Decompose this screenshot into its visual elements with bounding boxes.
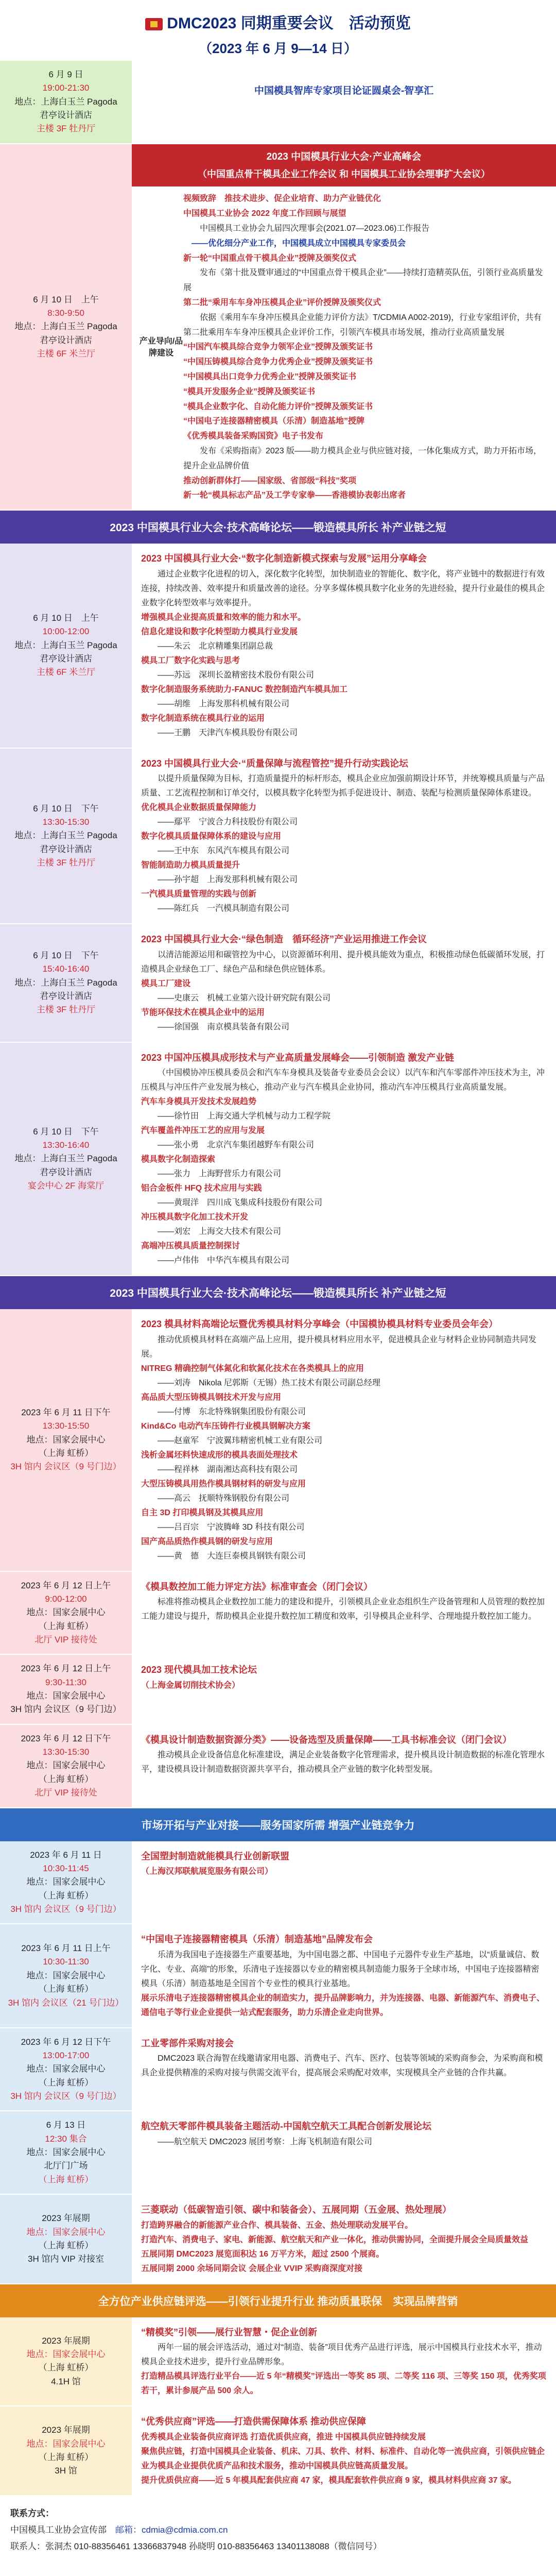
event-body — [132, 749, 556, 924]
event-title: “精模奖”引领——展行业智慧・促企业创新 — [141, 2327, 317, 2337]
row-time-place: 2023 年展期 地点：国家会展中心 （上海 虹桥） 3H 馆 — [0, 2406, 132, 2495]
schedule-row — [0, 2195, 556, 2284]
row-time-place: 2023 年 6 月 12 日上午 9:30-11:30 地点：国家会展中心 3H 馆内 会议区（9 号门边） — [0, 1655, 132, 1723]
schedule-row — [0, 749, 556, 925]
row-time-place: 2023 年 6 月 12 日上午 9:00-12:00 地点：国家会展中心 （上海 虹桥） 北厅 VIP 接待处 — [0, 1572, 132, 1654]
event-detail: ——卢伟伟 中华汽车模具有限公司 — [158, 1256, 290, 1265]
event-detail: 推动创新群体打——国家级、省部级“科技”奖项 — [183, 476, 357, 485]
row-time-place: 6 月 13 日 12:30 集合 地点：国家会展中心 北厅门广场 （上海 虹桥） — [0, 2111, 132, 2194]
event-title: 工业零部件采购对接会 — [141, 2038, 234, 2048]
event-detail: “中国模具出口竞争力优秀企业”授牌及颁奖证书 — [183, 372, 357, 382]
event-detail: 发布《采购指南》2023 版——助力模具企业与供应链对接，一体化集成方式，助力开拓市场，提升企业品牌价值 — [183, 447, 542, 470]
event-title: 2023 中国模具行业大会·“数字化制造新模式探索与发展”运用分享峰会 — [141, 553, 427, 564]
page-subtitle: （2023 年 6 月 9—14 日） — [199, 41, 357, 56]
event-body — [132, 2195, 556, 2283]
event-detail: ——付博 东北特殊钢集团股份有限公司 — [158, 1407, 306, 1416]
event-body — [132, 1043, 556, 1276]
event-detail: （上海金属切削技术协会） — [141, 1681, 240, 1690]
row-time-place: 2023 年 6 月 12 日下午 13:30-15:30 地点：国家会展中心 （上海 虹桥） 北厅 VIP 接待处 — [0, 1725, 132, 1807]
event-detail: ——徐竹田 上海交通大学机械与动力工程学院 — [158, 1112, 331, 1121]
event-body — [132, 1924, 556, 2027]
event-detail: ——刘涛 Nikola 尼郭斯（无锡）热工技术有限公司副总经理 — [158, 1378, 380, 1387]
event-detail: ——朱云 北京精雕集团副总裁 — [158, 641, 273, 651]
event-title: 《模具数控加工能力评定方法》标准审查会（闭门会议） — [141, 1581, 373, 1592]
event-body — [132, 2111, 556, 2194]
event-detail: ——孙宇超 上海发那科机械有限公司 — [158, 875, 298, 885]
event-title: 全国塑封制造就能模具行业创新联盟 — [141, 1851, 289, 1861]
event-detail: ——胡维 上海发那科机械有限公司 — [158, 699, 290, 708]
schedule-row — [0, 2028, 556, 2112]
email-link[interactable]: 邮箱：cdmia@cdmia.com.cn — [115, 2524, 228, 2535]
event-detail: 自主 3D 打印模具钢及其模具应用 — [141, 1508, 264, 1517]
event-body — [132, 1841, 556, 1924]
schedule-row — [0, 1841, 556, 1925]
event-detail: “模具企业数字化、自动化能力评价”授牌及颁奖证书 — [183, 402, 373, 411]
schedule-row — [0, 1309, 556, 1572]
event-detail-list — [183, 192, 549, 503]
event-detail: ——史康云 机械工业第六设计研究院有限公司 — [158, 993, 331, 1003]
event-detail: DMC2023 联合海智在线邀请家用电器、消费电子、汽车、医疗、包装等领域的采购商参会，为采购商和模具企业提供精准的采购对接与供需交流平台，提高展会采购配对效率，实现模具全产业链的合作共赢。 — [141, 2054, 543, 2078]
schedule-row — [0, 924, 556, 1043]
event-detail: ——王鹏 天津汽车模具股份有限公司 — [158, 728, 298, 737]
event-detail: ——赵童军 宁波翼玮精密机械工业有限公司 — [158, 1436, 323, 1445]
row-time-place: 2023 年 6 月 12 日下午 13:00-17:00 地点：国家会展中心 （上海 虹桥） 3H 馆内 会议区（9 号门边） — [0, 2028, 132, 2111]
event-detail: “模具开发服务企业”授牌及颁奖证书 — [183, 387, 316, 396]
event-detail: 乐清为我国电子连接器生产重要基地，为中国电器之都、中国电子元器件专业生产基地，以“质量诚信、数字化、专业、高端”的形象，乐清电子连接器以专业的精密模具制造能力服务于全球市场，中国电子连接器精密模具（乐清）制造基地是全国首个专业性的模具行业基地。 — [141, 1950, 540, 1988]
row-time-place: 6 月 10 日 上午 8:30-9:50 地点：上海白玉兰 Pagoda 君亭设计酒店 主楼 6F 米兰厅 — [0, 144, 132, 510]
event-title: 2023 模具材料高端论坛暨优秀模具材料分享峰会（中国模协模具材料专业委员会年会） — [141, 1319, 498, 1330]
event-detail: 模具数字化制造探索 — [141, 1155, 216, 1164]
event-body: 中国模具智库专家项目论证圆桌会-智享汇 — [132, 61, 556, 122]
event-detail: 打造精品模具评选行业平台——近 5 年“精模奖”评选出一等奖 85 项、二等奖 116 项、三等奖 150 项，优秀奖项若干，累计参展产品 500 余人。 — [141, 2372, 546, 2396]
schedule-row — [0, 1655, 556, 1724]
section-banner: 市场开拓与产业对接——服务国家所需 增强产业链竞争力 — [0, 1808, 556, 1841]
event-detail: 新一轮“中国重点骨干模具企业”授牌及颁奖仪式 — [183, 253, 357, 263]
row-time-place: 6 月 9 日 19:00-21:30 地点：上海白玉兰 Pagoda 君亭设计酒店 主楼 3F 牡丹厅 — [0, 61, 132, 143]
event-body — [132, 1655, 556, 1723]
cdmia-logo-icon — [145, 18, 163, 30]
event-detail: ——黄琨洋 四川成飞集成科技股份有限公司 — [158, 1198, 323, 1208]
event-detail: 大型压铸模具用热作模具钢材料的研发与应用 — [141, 1479, 306, 1488]
event-detail: 国产高品质热作模具钢的研发与应用 — [141, 1537, 273, 1546]
row-time-place: 2023 年展期 地点：国家会展中心 （上海 虹桥） 4.1H 馆 — [0, 2317, 132, 2406]
event-body — [132, 1309, 556, 1571]
event-detail: ——苏远 深圳长盈精密技术股份有限公司 — [158, 670, 315, 680]
event-detail: 打造跨界融合的新能源产业合作、模具装备、五金、热处理联动发展平台。 — [141, 2221, 413, 2230]
schedule-row — [0, 544, 556, 749]
event-detail: 智能制造助力模具质量提升 — [141, 861, 240, 870]
event-detail: 提升优质供应商——近 5 年模具配套供应商 47 家，模具配套软件供应商 9 家，模具材料供应商 37 家。 — [141, 2476, 516, 2485]
event-detail: NITREG 精确控制气体氮化和软氮化技术在各类模具上的应用 — [141, 1364, 364, 1373]
event-title: 2023 中国冲压模具成形技术与产业高质量发展峰会——引领制造 激发产业链 — [141, 1052, 455, 1063]
event-detail: 通过企业数字化进程的切入，深化数字化转型，加快制造业的智能化、数字化，将产业链中的数据进行有效连接，持续改善、效率提升和质量改善的途径。分享多媒体模具数字化业务的先进经验，提升行业最佳的模具企业数字化转型效率与效率提升。 — [141, 569, 545, 607]
section-banner: 2023 中国模具行业大会·技术高峰论坛——锻造模具所长 补产业链之短 — [0, 511, 556, 544]
event-detail: 五展同期 DMC2023 展览面积达 16 万平方米，超过 2500 个展商。 — [141, 2249, 385, 2259]
event-title: “优秀供应商”评选——打造供需保障体系 推动供应保障 — [141, 2416, 366, 2427]
event-body — [132, 544, 556, 748]
schedule-row — [0, 2406, 556, 2496]
event-title: 2023 现代模具加工技术论坛 — [141, 1665, 257, 1675]
event-detail: ——徐国强 南京模具装备有限公司 — [158, 1022, 290, 1031]
event-detail: 模具工厂建设 — [141, 979, 191, 988]
event-detail: ——黄 德 大连巨泰模具钢铁有限公司 — [158, 1551, 306, 1561]
event-detail: 第二批“乘用车车身冲压模具企业”评价授牌及颁奖仪式 — [183, 298, 381, 308]
event-detail: 优化模具企业数据质量保障能力 — [141, 803, 257, 812]
event-body — [132, 2317, 556, 2406]
event-detail: 冲压模具数字化加工技术开发 — [141, 1213, 249, 1222]
event-detail: 浅析金属坯料快速成形的模具表面处理技术 — [141, 1450, 298, 1460]
event-detail: 发布《第十批及暨审通过的“中国重点骨干模具企业”——持续打造精英队伍，引领行业高质量发展 — [183, 268, 543, 293]
event-detail: 铝合金板件 HFQ 技术应用与实践 — [141, 1184, 262, 1193]
event-body — [132, 1725, 556, 1807]
event-detail: ——优化细分产业工作，中国模具成立中国模具专家委员会 — [192, 239, 406, 248]
contact-footer: 联系方式： 中国模具工业协会宣传部 邮箱：cdmia@cdmia.com.cn 联系人：张洞杰 010-88356461 13366837948 孙晓明 010-88356463 13401138088（微信同号） — [0, 2496, 556, 2565]
event-detail: （中国模协冲压模具委员会和汽车车身模具及装备专业委员会会议）以汽车和汽车零部件冲压技术为主，冲压模具与冲压件产业发展为核心，推动产业与汽车模具企业协同，推动汽车冲压模具行业高质量发展。 — [141, 1069, 545, 1092]
event-detail: ——王中东 东风汽车模具有限公司 — [158, 846, 290, 856]
event-detail: ——刘宏 上海交大技术有限公司 — [158, 1227, 282, 1236]
event-detail: 信息化建设和数字化转型助力模具行业发展 — [141, 627, 298, 636]
event-title: 2023 中国模具行业大会·“质量保障与流程管控”提升行动实践论坛 — [141, 758, 409, 769]
schedule-row — [0, 1043, 556, 1277]
event-detail: ——张力 上海野营乐力有限公司 — [158, 1170, 282, 1179]
event-detail: 推动优质模具材料在高端产品上应用，提升模具材料应用水平，促进模具企业与材料企业协同制造共同发展。 — [141, 1335, 537, 1359]
event-body — [132, 1572, 556, 1654]
page-header — [0, 0, 556, 61]
event-title: 三菱联动（低碳智造引领、碳中和装备会）、五展同期（五金展、热处理展） — [141, 2205, 451, 2215]
event-body: 2023 中国模具行业大会·产业高峰会 （中国重点骨干模具企业工作会议 和 中国模具工业协会理事扩大会议） 产业导向/品牌建设 视频致辞 推技术进步、促企业培育、助力产业链优化 中国模具工业协会 2022 年度工作回顾与展望 中国模具工业协会九届四次理事会(2021.07—2023.06)工作报告 ——优化细分产业工作，中国模具成立中国模具专家委员会 新一轮“中国重点骨干模具企业”授牌及颁奖仪式 发布《第十批及暨审通过的“中国重点骨干模具企业”——持续打造精英队伍，引领行业高质量发展 第二批“乘用车车身冲压模具企业”评价授牌及颁奖仪式 依据《乘用车车身冲压模具企业能力评价方法》T/CDMIA A002-2019)，行业专家组评价，共有第二批乘用车车身冲压模具企业评价工作，引领汽车模具市场发展，推动行业高质量发展 “中国汽车模具综合竞争力领军企业”授牌及颁奖证书 “中国压铸模具综合竞争力优秀企业”授牌及颁奖证书 “中国模具出口竞争力优秀企业”授牌及颁奖证书 “模具开发服务企业”授牌及颁奖证书 “模具企业数字化、自动化能力评价”授牌及颁奖证书 “中国电子连接器精密模具（乐清）制造基地”授牌 《优秀模具装备采购国资》电子书发布 发布《采购指南》2023 版——助力模具企业与供应链对接，一体化集成方式，助力开拓市场，提升企业品牌价值 推动创新群体打——国家级、省部级“科技”奖项 新一轮“模具标志产品”及工学专家拳——香港模协表彰出席者 — [132, 144, 556, 510]
event-detail: 汽车车身模具开发技术发展趋势 — [141, 1097, 257, 1107]
schedule-row — [0, 61, 556, 144]
row-time-place: 6 月 10 日 下午 15:40-16:40 地点：上海白玉兰 Pagoda 君亭设计酒店 主楼 3F 牡丹厅 — [0, 924, 132, 1042]
event-body — [132, 2028, 556, 2111]
row-time-place: 6 月 10 日 下午 13:30-16:40 地点：上海白玉兰 Pagoda 君亭设计酒店 宴会中心 2F 海棠厅 — [0, 1043, 132, 1276]
row-time-place: 2023 年 6 月 11 日下午 13:30-15:50 地点：国家会展中心 （上海 虹桥） 3H 馆内 会议区（9 号门边） — [0, 1309, 132, 1571]
event-detail: Kind&Co 电动汽车压铸件行业模具钢解决方案 — [141, 1421, 310, 1431]
event-detail: ——张小勇 北京汽车集团越野车有限公司 — [158, 1141, 315, 1150]
event-detail: 以清洁能源运用和碳管控为中心，以资源循环利用、提升模具能效为重点，积极推动绿色低碳循环发展，打造模具企业绿色工厂、绿色产品和绿色供应链体系。 — [141, 950, 545, 974]
schedule-row — [0, 2111, 556, 2195]
event-detail: （上海汉邦联航展览服务有限公司） — [141, 1867, 273, 1876]
event-detail: 打造汽车、消费电子、家电、新能源、航空航天和产业一体化，推动供需协同，全面提升展会全局质量效益 — [141, 2235, 529, 2244]
event-title: 2023 中国模具行业大会·“绿色制造 循环经济”产业运用推进工作会议 — [141, 934, 427, 945]
section-banner: 2023 中国模具行业大会·技术高峰论坛——锻造模具所长 补产业链之短 — [0, 1276, 556, 1309]
event-detail: 《优秀模具装备采购国资》电子书发布 — [183, 432, 324, 441]
event-detail: 推动模具企业设备信息化标准建设，满足企业装备数字化管理需求，提升模具设计制造数据的标准化管理水平，建设模具设计制造数据资源共享平台，推动模具全产业链的数字化转型发展。 — [141, 1751, 545, 1774]
event-detail: “中国压铸模具综合竞争力优秀企业”授牌及颁奖证书 — [183, 358, 373, 367]
row-time-place: 2023 年展期 地点：国家会展中心 （上海 虹桥） 3H 馆内 VIP 对接室 — [0, 2195, 132, 2283]
event-detail: 一汽模具质量管理的实践与创新 — [141, 890, 257, 899]
row-time-place: 2023 年 6 月 11 日 10:30-11:45 地点：国家会展中心 （上海 虹桥） 3H 馆内 会议区（9 号门边） — [0, 1841, 132, 1924]
event-detail: 中国模具工业协会九届四次理事会(2021.07—2023.06)工作报告 — [200, 224, 430, 233]
row-time-place: 6 月 10 日 下午 13:30-15:30 地点：上海白玉兰 Pagoda 君亭设计酒店 主楼 3F 牡丹厅 — [0, 749, 132, 924]
event-detail: 视频致辞 推技术进步、促企业培育、助力产业链优化 — [183, 194, 381, 204]
event-detail: 两年一届的展会评选活动，通过对“制造、装备”项目优秀产品进行评选，展示中国模具行业技术水平，推动模具企业技术进步，提升行业品牌形象。 — [141, 2343, 542, 2367]
event-detail: 数字化制造系统在模具行业的运用 — [141, 714, 265, 723]
row-time-place: 2023 年 6 月 11 日上午 10:30-11:30 地点：国家会展中心 （上海 虹桥） 3H 馆内 会议区（21 号门边） — [0, 1924, 132, 2027]
event-detail: 增强模具企业提高质量和效率的能力和水平。 — [141, 613, 306, 622]
event-detail: 数字化制造服务系统助力-FANUC 数控制造汽车模具加工 — [141, 685, 348, 694]
section-banner: 全方位产业供应链评选——引领行业提升行业 推动质量联保 实现品牌营销 — [0, 2284, 556, 2317]
event-detail: 模具工厂数字化实践与思考 — [141, 656, 240, 665]
event-title: “中国电子连接器精密模具（乐清）制造基地”品牌发布会 — [141, 1934, 373, 1945]
event-detail: 汽车覆盖件冲压工艺的应用与发展 — [141, 1126, 265, 1136]
schedule-row — [0, 1924, 556, 2028]
event-detail: 以提升质量保障为目标，打造质量提升的标杆形态，模具企业应加强前期设计环节，并统筹模具质量与产品质量、工艺流程控制和订单交付，以模具数字化转型为抓手促进设计、制造、装配与检测质量保障体系建设。 — [141, 774, 545, 798]
event-detail: “中国汽车模具综合竞争力领军企业”授牌及颁奖证书 — [183, 343, 373, 352]
event-detail: 高品质大型压铸模具钢技术开发与应用 — [141, 1393, 282, 1402]
schedule-row — [0, 1725, 556, 1808]
schedule-row — [0, 144, 556, 511]
event-detail: 聚焦供应链，打造中国模具企业装备、机床、刀具、软件、材料、标准件、自动化等一流供应商，引领供应链企业为模具企业提供优质产品和技术服务，推动中国模具供应链高质量发展。 — [141, 2447, 545, 2470]
event-body — [132, 2406, 556, 2495]
event-detail: ——陈红兵 一汽模具制造有限公司 — [158, 904, 290, 913]
event-detail: 优秀模具企业装备供应商评选 打造优质供应商，推进 中国模具供应链持续发展 — [141, 2432, 426, 2442]
event-detail: 中国模具工业协会 2022 年度工作回顾与展望 — [183, 209, 346, 218]
event-detail: 节能环保技术在模具企业中的运用 — [141, 1008, 265, 1017]
event-detail: “中国电子连接器精密模具（乐清）制造基地”授牌 — [183, 417, 365, 426]
event-detail: 新一轮“模具标志产品”及工学专家拳——香港模协表彰出席者 — [183, 491, 406, 500]
event-detail: 数字化模具质量保障体系的建设与应用 — [141, 832, 282, 841]
event-detail: ——航空航天 DMC2023 展团考察：上海飞机制造有限公司 — [158, 2137, 372, 2146]
event-title: 《模具设计制造数据资源分类》——设备选型及质量保障——工具书标准会议（闭门会议） — [141, 1734, 512, 1745]
event-detail: ——程祥林 湖南湘达高科技有限公司 — [158, 1465, 298, 1474]
schedule-row — [0, 2317, 556, 2407]
event-detail: 五展同期 2000 余场同期会议 会展企业 VVIP 采购商深度对接 — [141, 2264, 362, 2273]
event-detail: ——高云 抚顺特殊钢股份有限公司 — [158, 1494, 290, 1503]
event-body — [132, 924, 556, 1042]
event-detail: ——鄢平 宁波合力科技股份有限公司 — [158, 818, 298, 827]
event-detail: 标准将推动模具企业数控加工能力的建设和提升，引领模具企业业态组织生产设备管理和人员管理的数控加工能力建设与提升，帮助模具企业提升数控加工精度和效率，引导模具企业科学、合理地提升数控加工能力。 — [141, 1598, 545, 1621]
row-time-place: 6 月 10 日 上午 10:00-12:00 地点：上海白玉兰 Pagoda 君亭设计酒店 主楼 6F 米兰厅 — [0, 544, 132, 748]
event-detail: 展示乐清电子连接器精密模具企业的制造实力，提升品牌影响力，并为连接器、电器、新能源汽车、消费电子、通信电子等行业企业提供一站式配套服务，助力乐清企业走向世界。 — [141, 1993, 545, 2017]
event-detail: ——吕百宗 宁波腾峰 3D 科技有限公司 — [158, 1522, 305, 1532]
schedule-row — [0, 1572, 556, 1655]
page-title: DMC2023 同期重要会议 活动预览 — [0, 10, 556, 33]
event-detail: 高端冲压模具质量控制探讨 — [141, 1242, 240, 1251]
event-title: 航空航天零部件模具装备主题活动-中国航空航天工具配合创新发展论坛 — [141, 2121, 431, 2132]
event-detail: 依据《乘用车车身冲压模具企业能力评价方法》T/CDMIA A002-2019)，行业专家组评价，共有第二批乘用车车身冲压模具企业评价工作，引领汽车模具市场发展，推动行业高质量发展 — [183, 313, 542, 337]
